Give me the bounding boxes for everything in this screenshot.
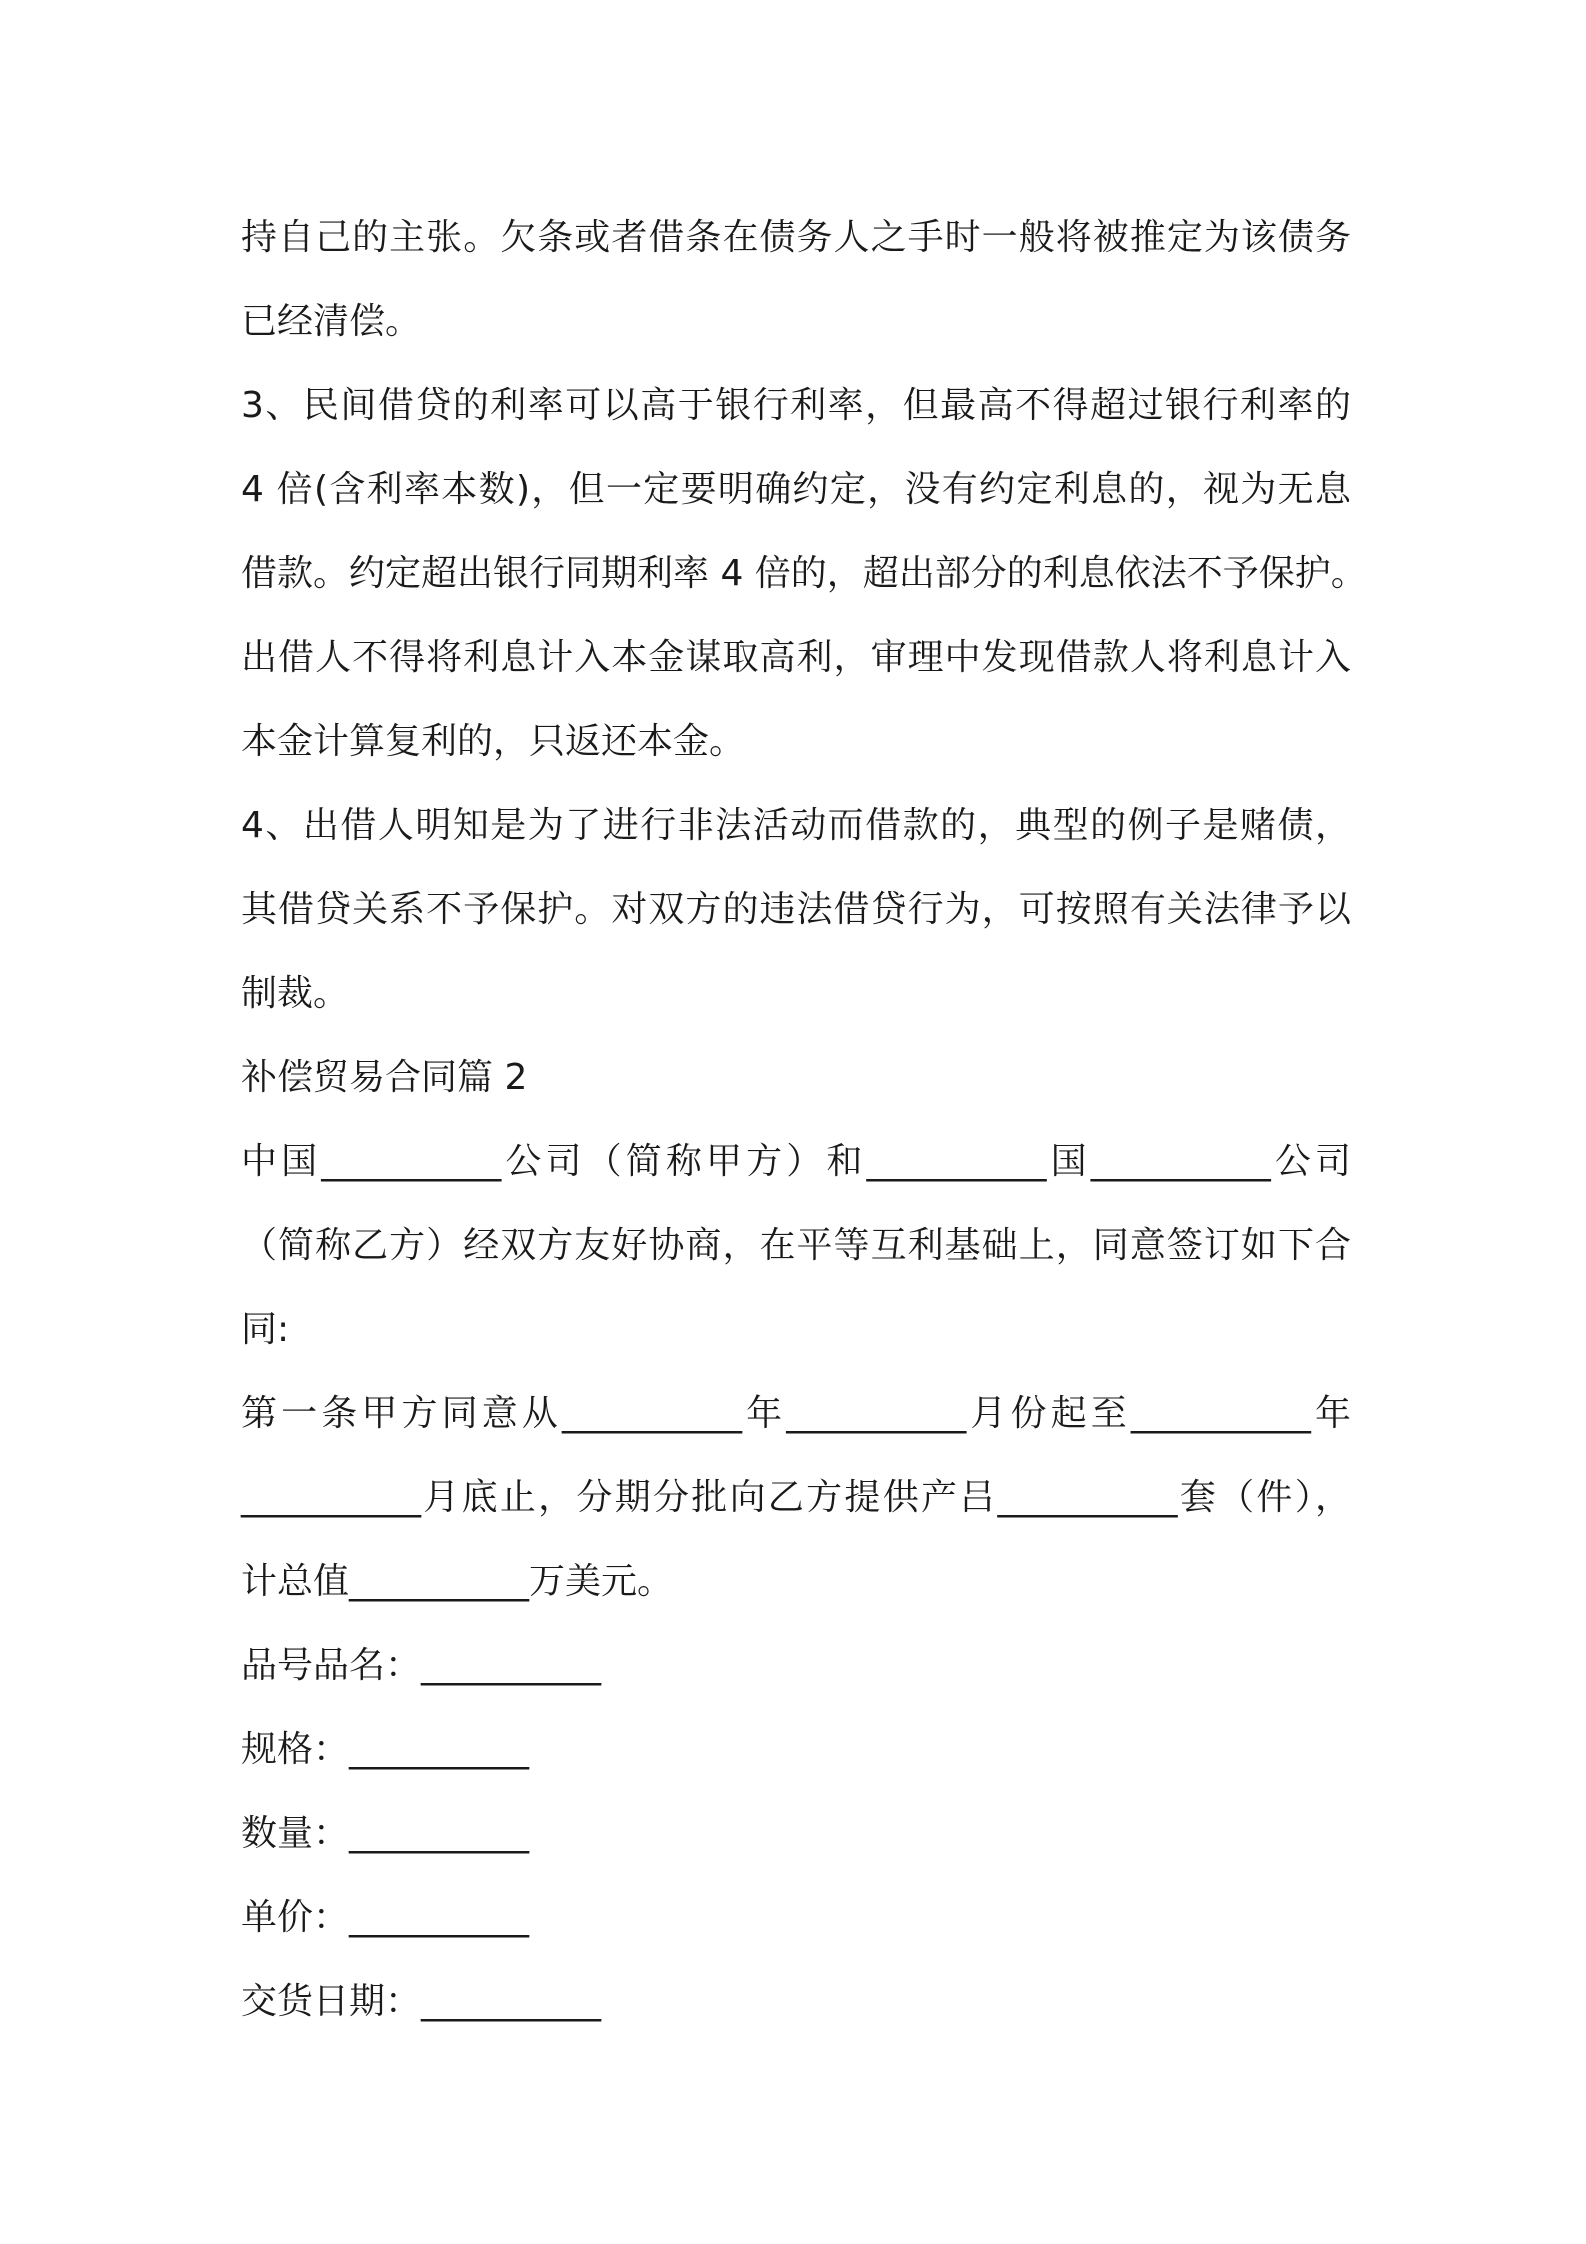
- paragraph-line: 3、民间借贷的利率可以高于银行利率，但最高不得超过银行利率的: [241, 385, 1351, 426]
- paragraph-line: 4、出借人明知是为了进行非法活动而借款的，典型的例子是赌债，: [241, 805, 1351, 846]
- form-field-product-name: 品号品名：__________: [241, 1645, 602, 1686]
- paragraph-line: 其借贷关系不予保护。对双方的违法借贷行为，可按照有关法律予以: [241, 889, 1351, 930]
- form-field-delivery-date: 交货日期：__________: [241, 1981, 602, 2022]
- paragraph-line: 出借人不得将利息计入本金谋取高利，审理中发现借款人将利息计入: [241, 637, 1351, 678]
- form-field-quantity: 数量：__________: [241, 1813, 530, 1854]
- paragraph-line: 借款。约定超出银行同期利率 4 倍的，超出部分的利息依法不予保护。: [241, 553, 1367, 594]
- section-heading: 补偿贸易合同篇 2: [241, 1057, 528, 1098]
- paragraph-line: （简称乙方）经双方友好协商，在平等互利基础上，同意签订如下合: [241, 1225, 1351, 1266]
- paragraph-line: 制裁。: [241, 973, 350, 1014]
- paragraph-line: 持自己的主张。欠条或者借条在债务人之手时一般将被推定为该债务: [241, 217, 1351, 258]
- paragraph-line: 本金计算复利的，只返还本金。: [241, 721, 746, 762]
- form-field-specification: 规格：__________: [241, 1729, 530, 1770]
- paragraph-line: __________月底止，分期分批向乙方提供产吕__________套（件），: [241, 1477, 1351, 1518]
- paragraph-line: 计总值__________万美元。: [241, 1561, 674, 1602]
- paragraph-line: 中国__________公司（简称甲方）和__________国__________公司: [241, 1141, 1351, 1182]
- document-body: [241, 196, 1367, 2044]
- paragraph-line: 4 倍(含利率本数)，但一定要明确约定，没有约定利息的，视为无息: [241, 469, 1351, 510]
- paragraph-line: 同:: [241, 1309, 290, 1350]
- paragraph-line: 第一条甲方同意从__________年__________月份起至__________年: [241, 1393, 1351, 1434]
- form-field-unit-price: 单价：__________: [241, 1897, 530, 1938]
- paragraph-line: 已经清偿。: [241, 301, 422, 342]
